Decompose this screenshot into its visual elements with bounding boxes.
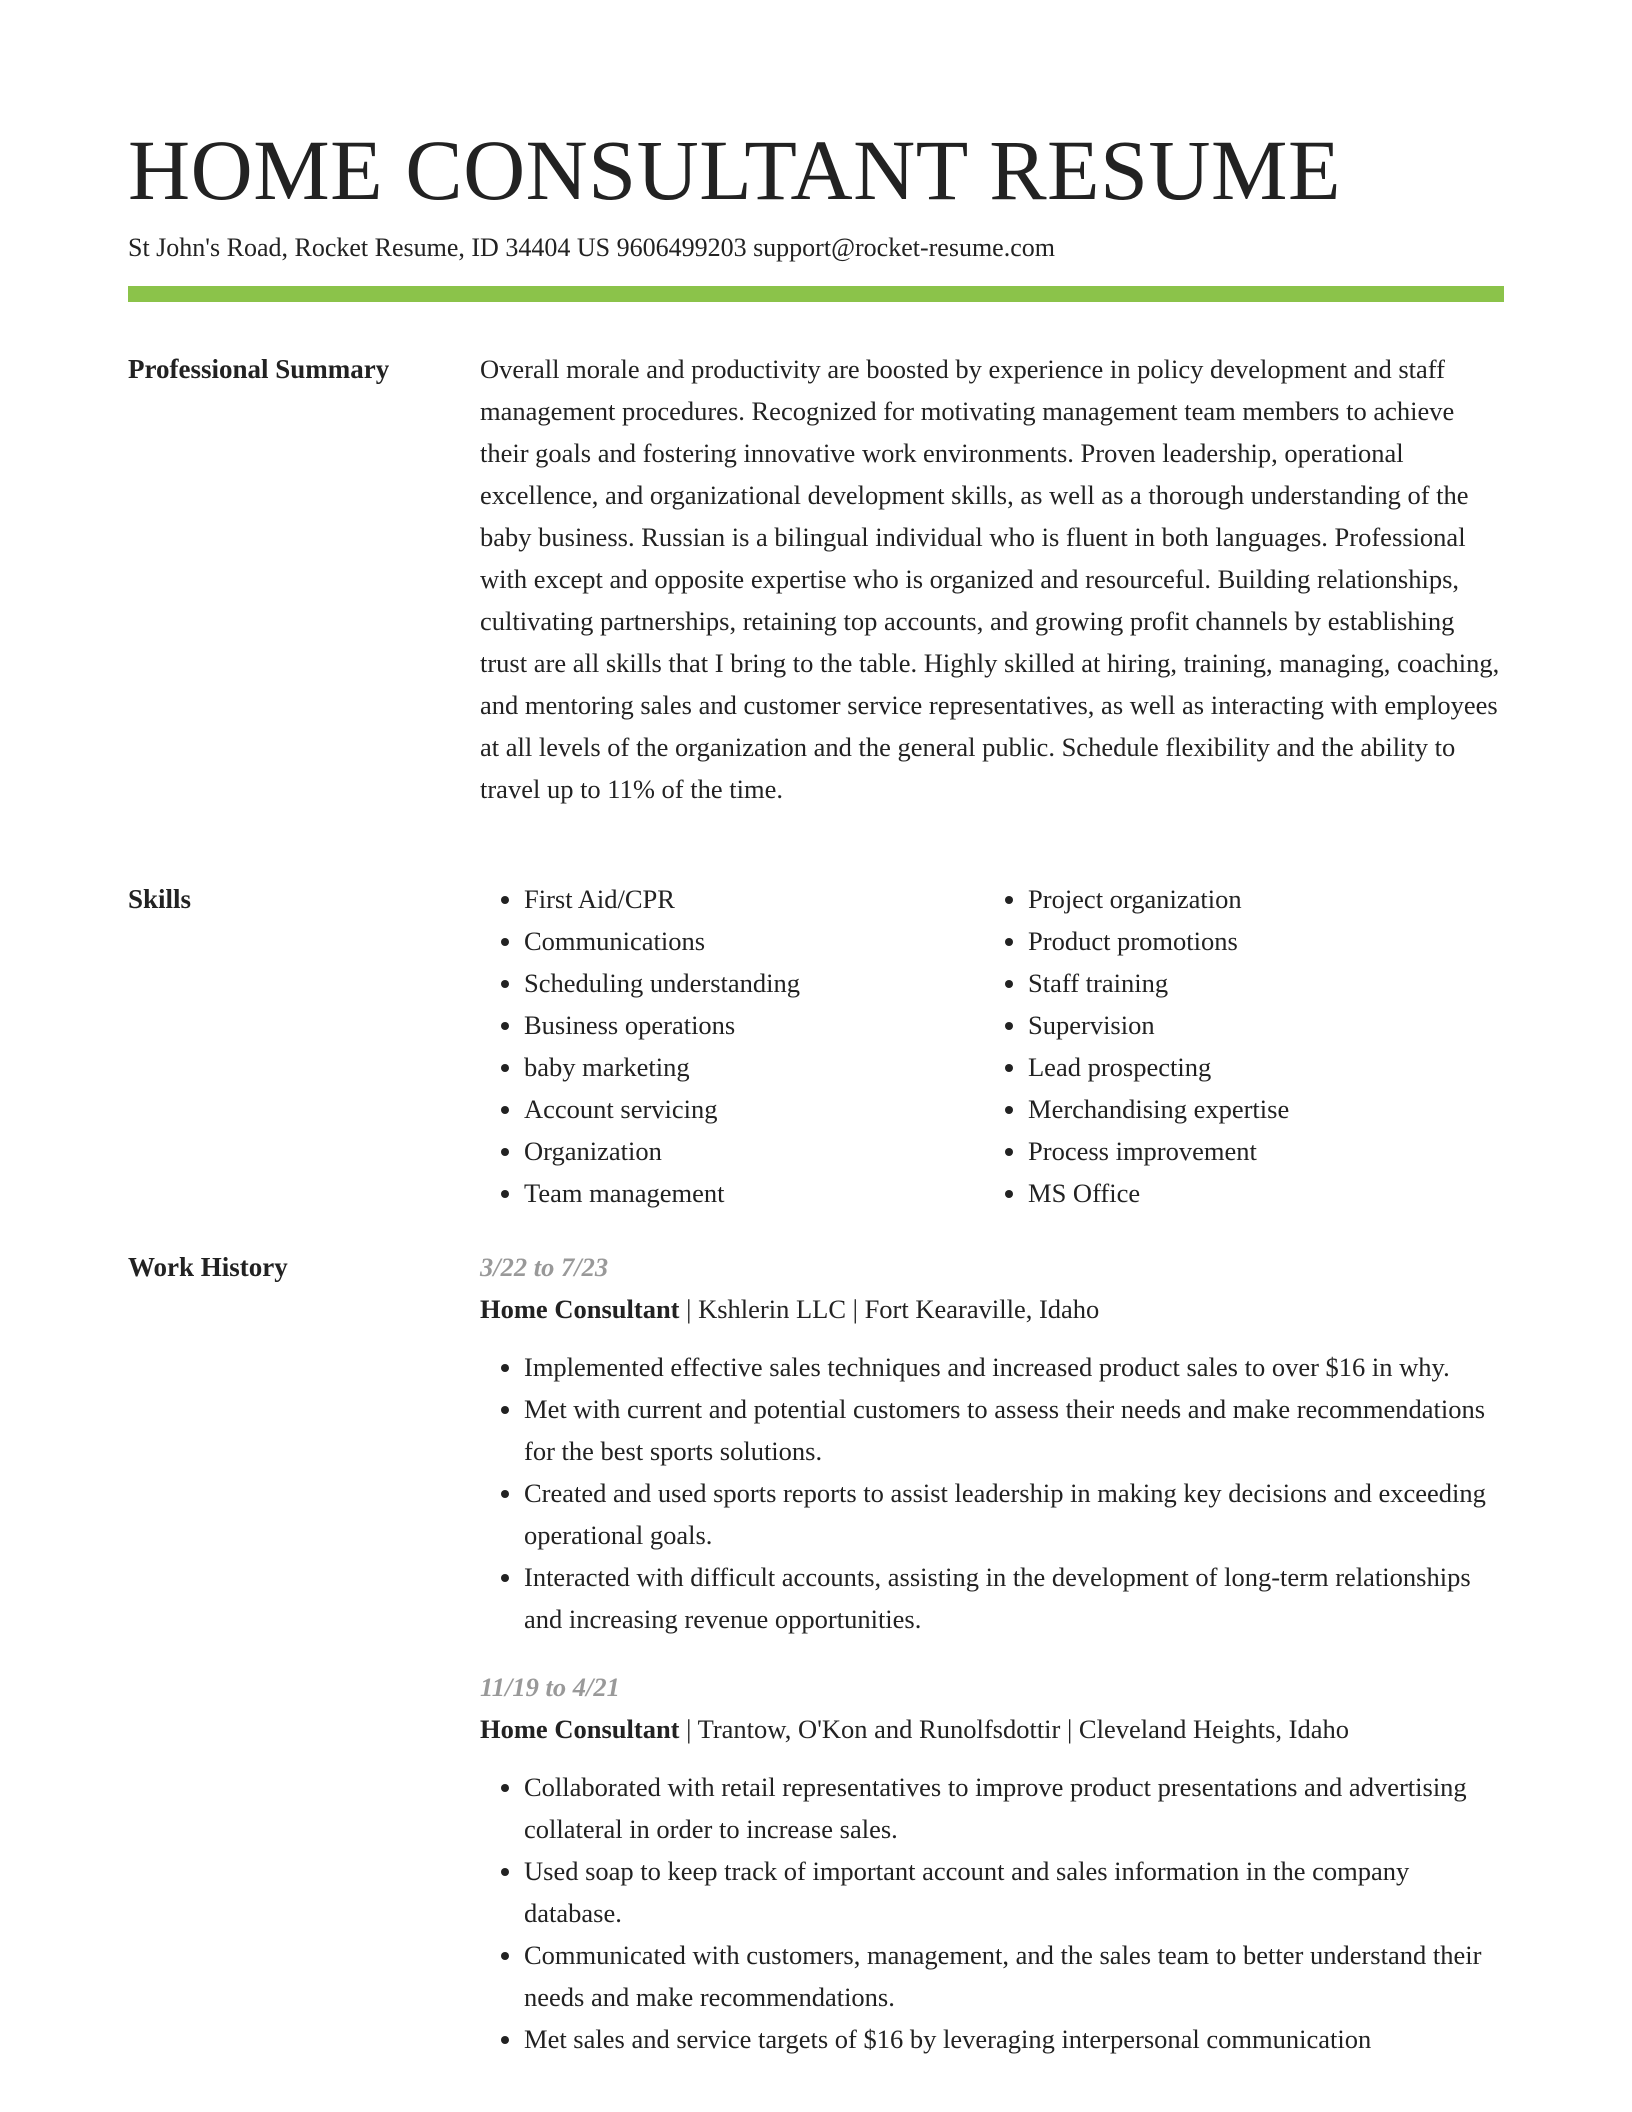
job-duty-item: • Communicated with customers, management, and the sales team to better understand their needs and make recommendations. [524,1934,1504,2018]
job-date: 3/22 to 7/23 [480,1252,609,1282]
skill-item: • Account servicing [524,1088,984,1130]
job-duty-item: • Collaborated with retail representatives to improve product presentations and advertising collateral in order to increase sales. [524,1766,1504,1850]
job-title: Home Consultant [480,1714,680,1744]
skill-item: • Merchandising expertise [1028,1088,1488,1130]
contact-line: St John's Road, Rocket Resume, ID 34404 US 9606499203 support@rocket-resume.com [128,233,1055,262]
skills-list-right [984,878,1488,1214]
summary-text: Overall morale and productivity are boosted by experience in policy development and staff management procedures. Recognized for motivating management team members to achieve their goals and fostering innovative work environments. Proven leadership, operational excellence, and organizational development skills, as well as a thorough understanding of the baby business. Russian is a bilingual individual who is fluent in both languages. Professional with except and opposite expertise who is organized and resourceful. Building relationships, cultivating partnerships, retaining top accounts, and growing profit channels by establishing trust are all skills that I bring to the table. Highly skilled at hiring, training, managing, coaching, and mentoring sales and customer service representatives, as well as interacting with employees at all levels of the organization and the general public. Schedule flexibility and the ability to travel up to 11% of the time. [480,354,1500,804]
job-employer-location: | Kshlerin LLC | Fort Kearaville, Idaho [679,1294,1100,1324]
job-duties-list [480,1346,1504,1640]
skills-body [480,878,1504,1214]
skill-item: • Staff training [1028,962,1488,1004]
job-duty-item: • Met with current and potential customers to assess their needs and make recommendations for the best sports solutions. [524,1388,1504,1472]
skill-item: • Business operations [524,1004,984,1046]
skill-item: • MS Office [1028,1172,1488,1214]
skills-heading: Skills [128,884,192,914]
work-history-body [480,1246,1504,2086]
job-heading [480,1288,1504,1330]
skill-item: • Organization [524,1130,984,1172]
job-employer-location: | Trantow, O'Kon and Runolfsdottir | Cleveland Heights, Idaho [679,1714,1350,1744]
job-heading [480,1708,1504,1750]
job-duty-item: • Created and used sports reports to assist leadership in making key decisions and exceeding operational goals. [524,1472,1504,1556]
job-title: Home Consultant [480,1294,680,1324]
skill-item: • Project organization [1028,878,1488,920]
resume-title: HOME CONSULTANT RESUME [128,122,1342,218]
skill-item: • Lead prospecting [1028,1046,1488,1088]
job-date: 11/19 to 4/21 [480,1672,620,1702]
skills-list-left [480,878,984,1214]
skill-item: • Product promotions [1028,920,1488,962]
skill-item: • Communications [524,920,984,962]
skill-item: • Scheduling understanding [524,962,984,1004]
job-duty-item: • Implemented effective sales techniques and increased product sales to over $16 in why. [524,1346,1504,1388]
job-duties-list [480,1766,1504,2060]
skill-item: • Supervision [1028,1004,1488,1046]
header-divider [128,286,1504,302]
skill-item: • Process improvement [1028,1130,1488,1172]
job-duty-item: • Used soap to keep track of important account and sales information in the company database. [524,1850,1504,1934]
job-duty-item: • Interacted with difficult accounts, assisting in the development of long-term relationships and increasing revenue opportunities. [524,1556,1504,1640]
job-entry [480,1666,1504,2060]
skills-columns [480,878,1504,1214]
skill-item: • First Aid/CPR [524,878,984,920]
work-history-heading: Work History [128,1252,288,1282]
job-duty-item: • Met sales and service targets of $16 by leveraging interpersonal communication [524,2018,1504,2060]
summary-heading: Professional Summary [128,354,390,384]
summary-body [480,348,1504,810]
job-entry [480,1246,1504,1640]
skill-item: • Team management [524,1172,984,1214]
skill-item: • baby marketing [524,1046,984,1088]
